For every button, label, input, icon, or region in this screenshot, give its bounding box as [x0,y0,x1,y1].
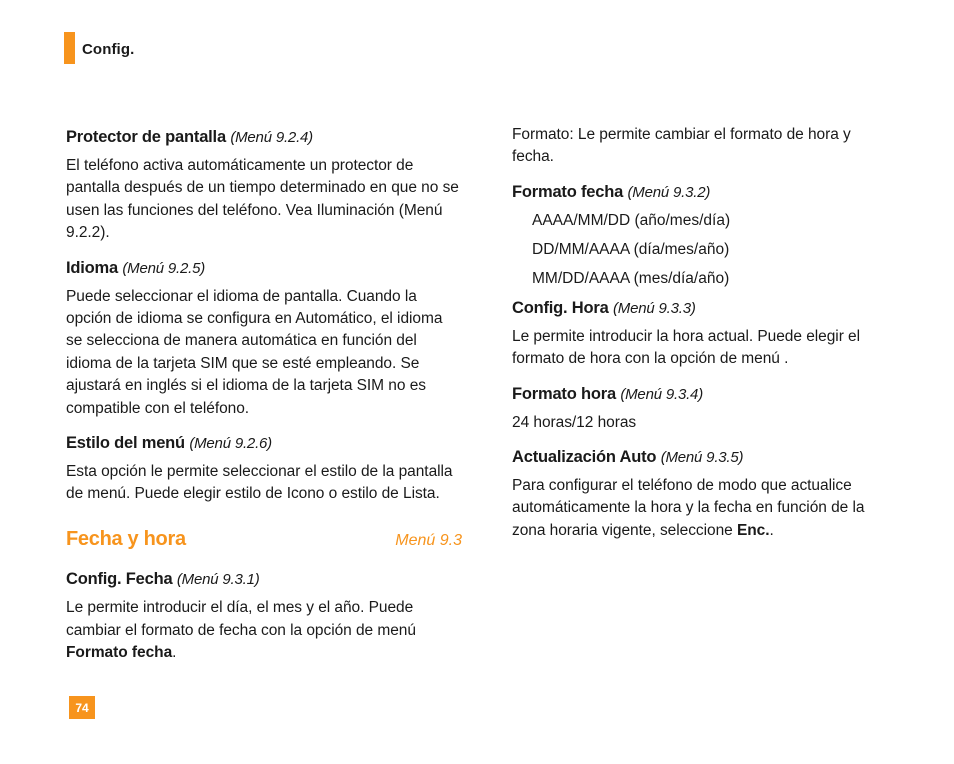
heading-config-fecha [66,568,462,591]
bold-term: Formato fecha [66,644,173,662]
heading-menu-ref: (Menú 9.3.1) [176,571,260,589]
paragraph-formato-intro: Formato: Le permite cambiar el formato de hora y fecha. [512,126,851,166]
heading-title: Config. Hora [512,298,609,317]
heading-protector-pantalla [66,126,462,149]
paragraph-idioma: Puede seleccionar el idioma de pantalla. Cuando la opción de idioma se configura en Automático, el idioma se selecciona de manera automática en función del idioma de la tarjeta SIM que se esté empleando. Se ajustará en inglés si el idioma de la tarjeta SIM no es compatible con el teléfono. [66,287,443,417]
heading-title: Estilo del menú [66,434,185,453]
paragraph-protector-pantalla: El teléfono activa automáticamente un protector de pantalla después de un tiempo determinado en que no se usen las funciones del teléfono. Vea Iluminación (Menú 9.2.2). [66,157,459,242]
heading-menu-ref: (Menú 9.3.3) [612,299,696,317]
bold-term: Enc. [736,521,770,539]
paragraph-end: . [769,521,774,539]
section-fecha-hora [66,528,462,552]
heading-idioma [66,257,462,280]
heading-estilo-menu [66,432,462,455]
page-number: 74 [69,696,95,719]
paragraph-end: . [172,644,177,662]
heading-menu-ref: (Menú 9.2.4) [230,129,313,146]
section-menu-ref: Menú 9.3 [395,531,462,549]
heading-menu-ref: (Menú 9.3.4) [620,385,703,403]
left-column [66,126,462,677]
section-title: Fecha y hora [66,527,186,550]
heading-title: Idioma [66,258,118,277]
paragraph-text: Para configurar el teléfono de modo que actualice automáticamente la hora y la fecha en función de la zona horaria vigente, seleccione [512,477,865,539]
paragraph-config-hora: Le permite introducir la hora actual. Puede elegir el formato de hora con la opción de menú . [512,327,861,368]
option-date-format: MM/DD/AAAA (mes/día/año) [532,269,730,287]
heading-menu-ref: (Menú 9.3.5) [660,449,744,467]
page-header-title: Config. [82,41,135,58]
heading-menu-ref: (Menú 9.3.2) [627,183,711,201]
option-date-format: AAAA/MM/DD (año/mes/día) [532,211,731,229]
right-column [512,124,892,554]
heading-menu-ref: (Menú 9.2.6) [189,435,272,453]
paragraph-config-fecha [66,597,462,664]
heading-title: Protector de pantalla [66,128,226,146]
header-accent-bar [64,32,75,64]
paragraph-actualizacion-auto [512,475,892,542]
heading-formato-hora [512,383,892,406]
heading-title: Formato fecha [512,182,624,201]
heading-formato-fecha [512,181,892,204]
heading-menu-ref: (Menú 9.2.5) [122,259,206,277]
paragraph-text: Le permite introducir el día, el mes y el año. Puede cambiar el formato de fecha con la opción de menú [66,599,416,639]
heading-actualizacion-auto [512,446,892,469]
heading-config-hora [512,297,892,320]
paragraph-estilo-menu: Esta opción le permite seleccionar el estilo de la pantalla de menú. Puede elegir estilo de Icono o estilo de Lista. [66,463,453,503]
heading-title: Config. Fecha [66,570,173,589]
heading-title: Actualización Auto [512,448,657,467]
option-date-format: DD/MM/AAAA (día/mes/año) [532,240,730,258]
paragraph-formato-hora: 24 horas/12 horas [512,413,637,431]
heading-title: Formato hora [512,384,616,403]
